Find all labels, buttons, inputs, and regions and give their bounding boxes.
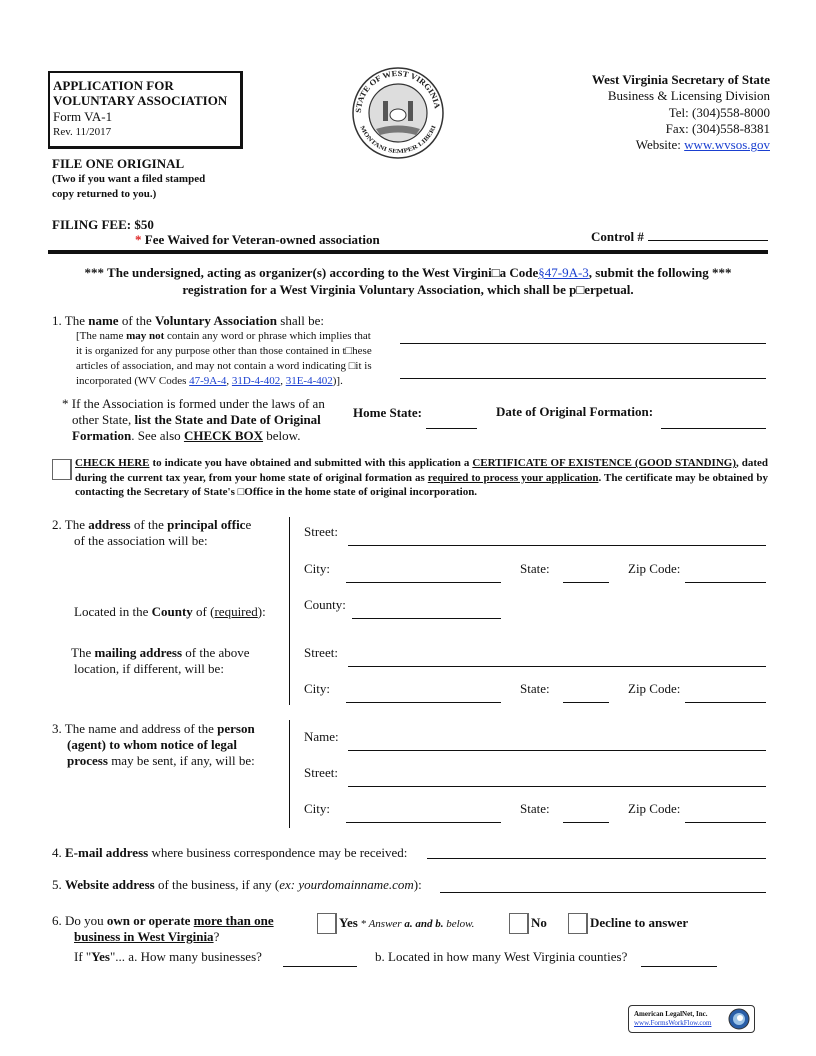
q2-label bbox=[52, 517, 251, 549]
name-label: Name: bbox=[304, 729, 339, 744]
agent-state-field[interactable] bbox=[563, 822, 609, 823]
state-label: State: bbox=[520, 561, 550, 576]
q6a-label bbox=[74, 949, 262, 964]
no-checkbox[interactable] bbox=[509, 913, 529, 934]
foreign-association-note bbox=[62, 396, 325, 444]
yes-label bbox=[339, 915, 474, 932]
zip-label: Zip Code: bbox=[628, 561, 681, 576]
intro-statement bbox=[48, 264, 768, 298]
control-number-field[interactable] bbox=[648, 240, 768, 241]
q5-text: ): bbox=[413, 877, 422, 892]
certificate-text bbox=[75, 456, 768, 500]
website-label: Website: bbox=[635, 137, 685, 153]
agency-tel: Tel: (304)558-8000 bbox=[668, 104, 770, 120]
zip-label: Zip Code: bbox=[628, 801, 681, 816]
code-link-31d-4-402[interactable]: 31D-4-402 bbox=[231, 375, 281, 387]
mailing-zip-field[interactable] bbox=[685, 702, 766, 703]
note-text: . See also bbox=[131, 428, 184, 443]
q3-text: 3. The name and address of the bbox=[52, 721, 218, 736]
note-text: CHECK BOX bbox=[183, 428, 264, 443]
note-text: other State, bbox=[72, 412, 135, 427]
q2-text: 2. The bbox=[52, 517, 89, 532]
state-seal-icon bbox=[352, 67, 444, 159]
rule-text: , bbox=[226, 375, 232, 387]
q4-text: 4. bbox=[52, 845, 65, 860]
q2-text: of the association will be: bbox=[74, 533, 208, 548]
q6-text: Yes bbox=[91, 949, 110, 964]
svg-text:STATE OF WEST VIRGINIA: STATE OF WEST VIRGINIA bbox=[353, 68, 442, 114]
street-label: Street: bbox=[304, 765, 338, 780]
form-revision: Rev. 11/2017 bbox=[53, 126, 112, 138]
note-text: Formation bbox=[72, 428, 132, 443]
q2-text: e bbox=[245, 517, 252, 532]
no-label: No bbox=[531, 915, 547, 930]
association-name-field-2[interactable] bbox=[400, 378, 766, 379]
county-field-label: County: bbox=[304, 597, 346, 612]
q6-text: 6. Do you bbox=[52, 913, 107, 928]
q3-divider bbox=[289, 720, 290, 828]
note-text: below. bbox=[263, 428, 301, 443]
globe-icon bbox=[727, 1007, 751, 1031]
q4-text: E-mail address bbox=[65, 845, 149, 860]
q2-text: of the bbox=[130, 517, 168, 532]
q5-label bbox=[52, 877, 422, 892]
filing-fee-value: : $50 bbox=[126, 217, 154, 232]
fee-waived-text: Fee Waived for Veteran-owned association bbox=[144, 232, 380, 247]
american-legalnet-logo bbox=[628, 1005, 755, 1033]
q2-text: principal offic bbox=[167, 517, 246, 532]
control-label: Control # bbox=[591, 229, 644, 244]
intro-text-1: *** The undersigned, acting as organizer(s) according to the West Virgini□a Code bbox=[84, 265, 539, 280]
website-field[interactable] bbox=[440, 892, 766, 893]
association-name-field-1[interactable] bbox=[400, 343, 766, 344]
q1-text: name bbox=[88, 313, 119, 328]
q1-text: Voluntary Association bbox=[155, 313, 278, 328]
logo-company: American LegalNet, Inc. bbox=[634, 1010, 708, 1018]
intro-text-3: registration for a West Virginia Voluntary Association, which shall be p□erpetual. bbox=[182, 282, 634, 297]
agent-zip-field[interactable] bbox=[685, 822, 766, 823]
cert-text: CERTIFICATE OF EXISTENCE (GOOD STANDING) bbox=[472, 457, 736, 469]
rule-text: [The name bbox=[76, 330, 127, 342]
q6-text: own or operate bbox=[106, 913, 194, 928]
yes-checkbox[interactable] bbox=[317, 913, 337, 934]
logo-url[interactable]: www.FormsWorkFlow.com bbox=[634, 1019, 712, 1027]
q6-text: a. and b. bbox=[404, 918, 444, 930]
state-label: State: bbox=[520, 681, 550, 696]
county-label bbox=[74, 604, 266, 619]
filing-fee-label: FILING FEE bbox=[52, 217, 127, 232]
principal-zip-field[interactable] bbox=[685, 582, 766, 583]
q2-divider bbox=[289, 517, 290, 705]
q4-text: where business correspondence may be received: bbox=[148, 845, 408, 860]
home-state-field[interactable] bbox=[426, 428, 477, 429]
rule-text: it is organized for any purpose other than those contained in t□hese bbox=[76, 345, 372, 357]
q6-text: more than one bbox=[193, 913, 274, 928]
q2-text: Located in the bbox=[74, 604, 152, 619]
principal-city-field[interactable] bbox=[346, 582, 501, 583]
svg-text:MONTANI SEMPER LIBERI: MONTANI SEMPER LIBERI bbox=[358, 125, 438, 156]
q2-text: County bbox=[151, 604, 193, 619]
q1-text: 1. The bbox=[52, 313, 89, 328]
street-label: Street: bbox=[304, 645, 338, 660]
cert-text: , dated during the current tax year, from your home state of original formation as bbox=[75, 457, 768, 484]
q6-label bbox=[52, 913, 274, 945]
q2-text: required bbox=[214, 604, 258, 619]
q6-text: ? bbox=[213, 929, 220, 944]
note-text: list the State and Date of Original bbox=[134, 412, 321, 427]
agency-website bbox=[592, 137, 770, 153]
q1-text: shall be: bbox=[277, 313, 324, 328]
rule-text: )]. bbox=[332, 375, 343, 387]
zip-label: Zip Code: bbox=[628, 681, 681, 696]
agent-street-field[interactable] bbox=[348, 786, 766, 787]
mailing-street-field[interactable] bbox=[348, 666, 766, 667]
q3-text: (agent) to whom notice of legal bbox=[67, 737, 238, 752]
form-title-line1: APPLICATION FOR bbox=[53, 78, 174, 93]
filing-fee bbox=[52, 217, 154, 232]
q6-text: "... a. How many businesses? bbox=[110, 949, 262, 964]
rule-text: may not bbox=[126, 330, 165, 342]
form-id: Form VA-1 bbox=[53, 109, 113, 124]
cert-text: to indicate you have obtained and submitted with this application a bbox=[149, 457, 473, 469]
intro-text-2: , submit the following *** bbox=[588, 265, 732, 280]
q2-text: The bbox=[71, 645, 95, 660]
business-count-field[interactable] bbox=[283, 966, 357, 967]
mailing-city-field[interactable] bbox=[346, 702, 501, 703]
decline-label: Decline to answer bbox=[590, 915, 689, 930]
cert-text: CHECK HERE bbox=[75, 457, 150, 469]
agent-name-field[interactable] bbox=[348, 750, 766, 751]
q6b-label: b. Located in how many West Virginia counties? bbox=[375, 949, 628, 964]
form-title-line2: VOLUNTARY ASSOCIATION bbox=[53, 93, 228, 108]
q5-text: of the business, if any ( bbox=[154, 877, 280, 892]
file-note-2: copy returned to you.) bbox=[52, 188, 157, 200]
mailing-address-label bbox=[71, 645, 250, 677]
q1-label bbox=[52, 313, 324, 328]
q6-text: If " bbox=[74, 949, 92, 964]
q2-text: ): bbox=[257, 604, 266, 619]
q3-label bbox=[52, 721, 255, 769]
decline-checkbox[interactable] bbox=[568, 913, 588, 934]
code-link-47-9a-4[interactable]: 47-9A-4 bbox=[189, 375, 227, 387]
note-text: * If the Association is formed under the laws of an bbox=[62, 396, 325, 411]
cert-text: required to process your application bbox=[427, 471, 599, 484]
q6-text: business in West Virginia bbox=[74, 929, 214, 944]
q2-text: mailing address bbox=[94, 645, 182, 660]
principal-street-field[interactable] bbox=[348, 545, 766, 546]
rule-text: incorporated (WV Codes bbox=[76, 375, 190, 387]
website-link[interactable]: www.wvsos.gov bbox=[684, 137, 770, 153]
cert-text: . The certificate may be obtained by contacting the Secretary of State's □Office in the home state of original incorporation. bbox=[75, 471, 769, 498]
q2-text: of ( bbox=[192, 604, 215, 619]
q6-text: below. bbox=[443, 918, 475, 930]
q6-text: Yes bbox=[339, 915, 358, 930]
q1-name-rules bbox=[76, 329, 372, 389]
q3-text: process bbox=[67, 753, 108, 768]
file-one-original: FILE ONE ORIGINAL bbox=[52, 156, 185, 171]
q4-label bbox=[52, 845, 407, 860]
q5-text: Website address bbox=[65, 877, 155, 892]
county-count-field[interactable] bbox=[641, 966, 717, 967]
county-field[interactable] bbox=[352, 618, 501, 619]
certificate-checkbox[interactable] bbox=[52, 459, 72, 480]
rule-text: contain any word or phrase which implies that bbox=[164, 330, 371, 342]
date-formation-field[interactable] bbox=[661, 428, 766, 429]
street-label: Street: bbox=[304, 524, 338, 539]
file-note-1: (Two if you want a filed stamped bbox=[52, 173, 206, 185]
agency-fax: Fax: (304)558-8381 bbox=[665, 120, 770, 136]
home-state-label: Home State: bbox=[353, 405, 422, 420]
agency-contact bbox=[592, 72, 770, 153]
fee-star: * bbox=[135, 232, 142, 247]
city-label: City: bbox=[304, 561, 331, 576]
rule-text: articles of association, and may not contain a word indicating □it is bbox=[76, 360, 372, 372]
q5-text: 5. bbox=[52, 877, 65, 892]
agency-division: Business & Licensing Division bbox=[607, 88, 770, 104]
header-rule bbox=[48, 250, 768, 254]
q1-text: of the bbox=[118, 313, 156, 328]
code-link-47-9a-3[interactable]: §47-9A-3 bbox=[538, 265, 589, 280]
q2-text: of the above bbox=[182, 645, 250, 660]
code-link-31e-4-402[interactable]: 31E-4-402 bbox=[285, 375, 333, 387]
fee-waiver bbox=[135, 232, 380, 247]
q6-text: * Answer bbox=[357, 918, 405, 930]
city-label: City: bbox=[304, 801, 331, 816]
agency-name: West Virginia Secretary of State bbox=[591, 72, 770, 87]
mailing-state-field[interactable] bbox=[563, 702, 609, 703]
q3-text: person bbox=[217, 721, 255, 736]
principal-state-field[interactable] bbox=[563, 582, 609, 583]
q2-text: location, if different, will be: bbox=[74, 661, 224, 676]
agent-city-field[interactable] bbox=[346, 822, 501, 823]
rule-text: , bbox=[280, 375, 286, 387]
q2-text: address bbox=[88, 517, 131, 532]
city-label: City: bbox=[304, 681, 331, 696]
q3-text: may be sent, if any, will be: bbox=[107, 753, 255, 768]
q5-text: ex: yourdomainname.com bbox=[279, 877, 414, 892]
state-label: State: bbox=[520, 801, 550, 816]
email-field[interactable] bbox=[427, 858, 766, 859]
date-formation-label: Date of Original Formation: bbox=[496, 404, 654, 419]
